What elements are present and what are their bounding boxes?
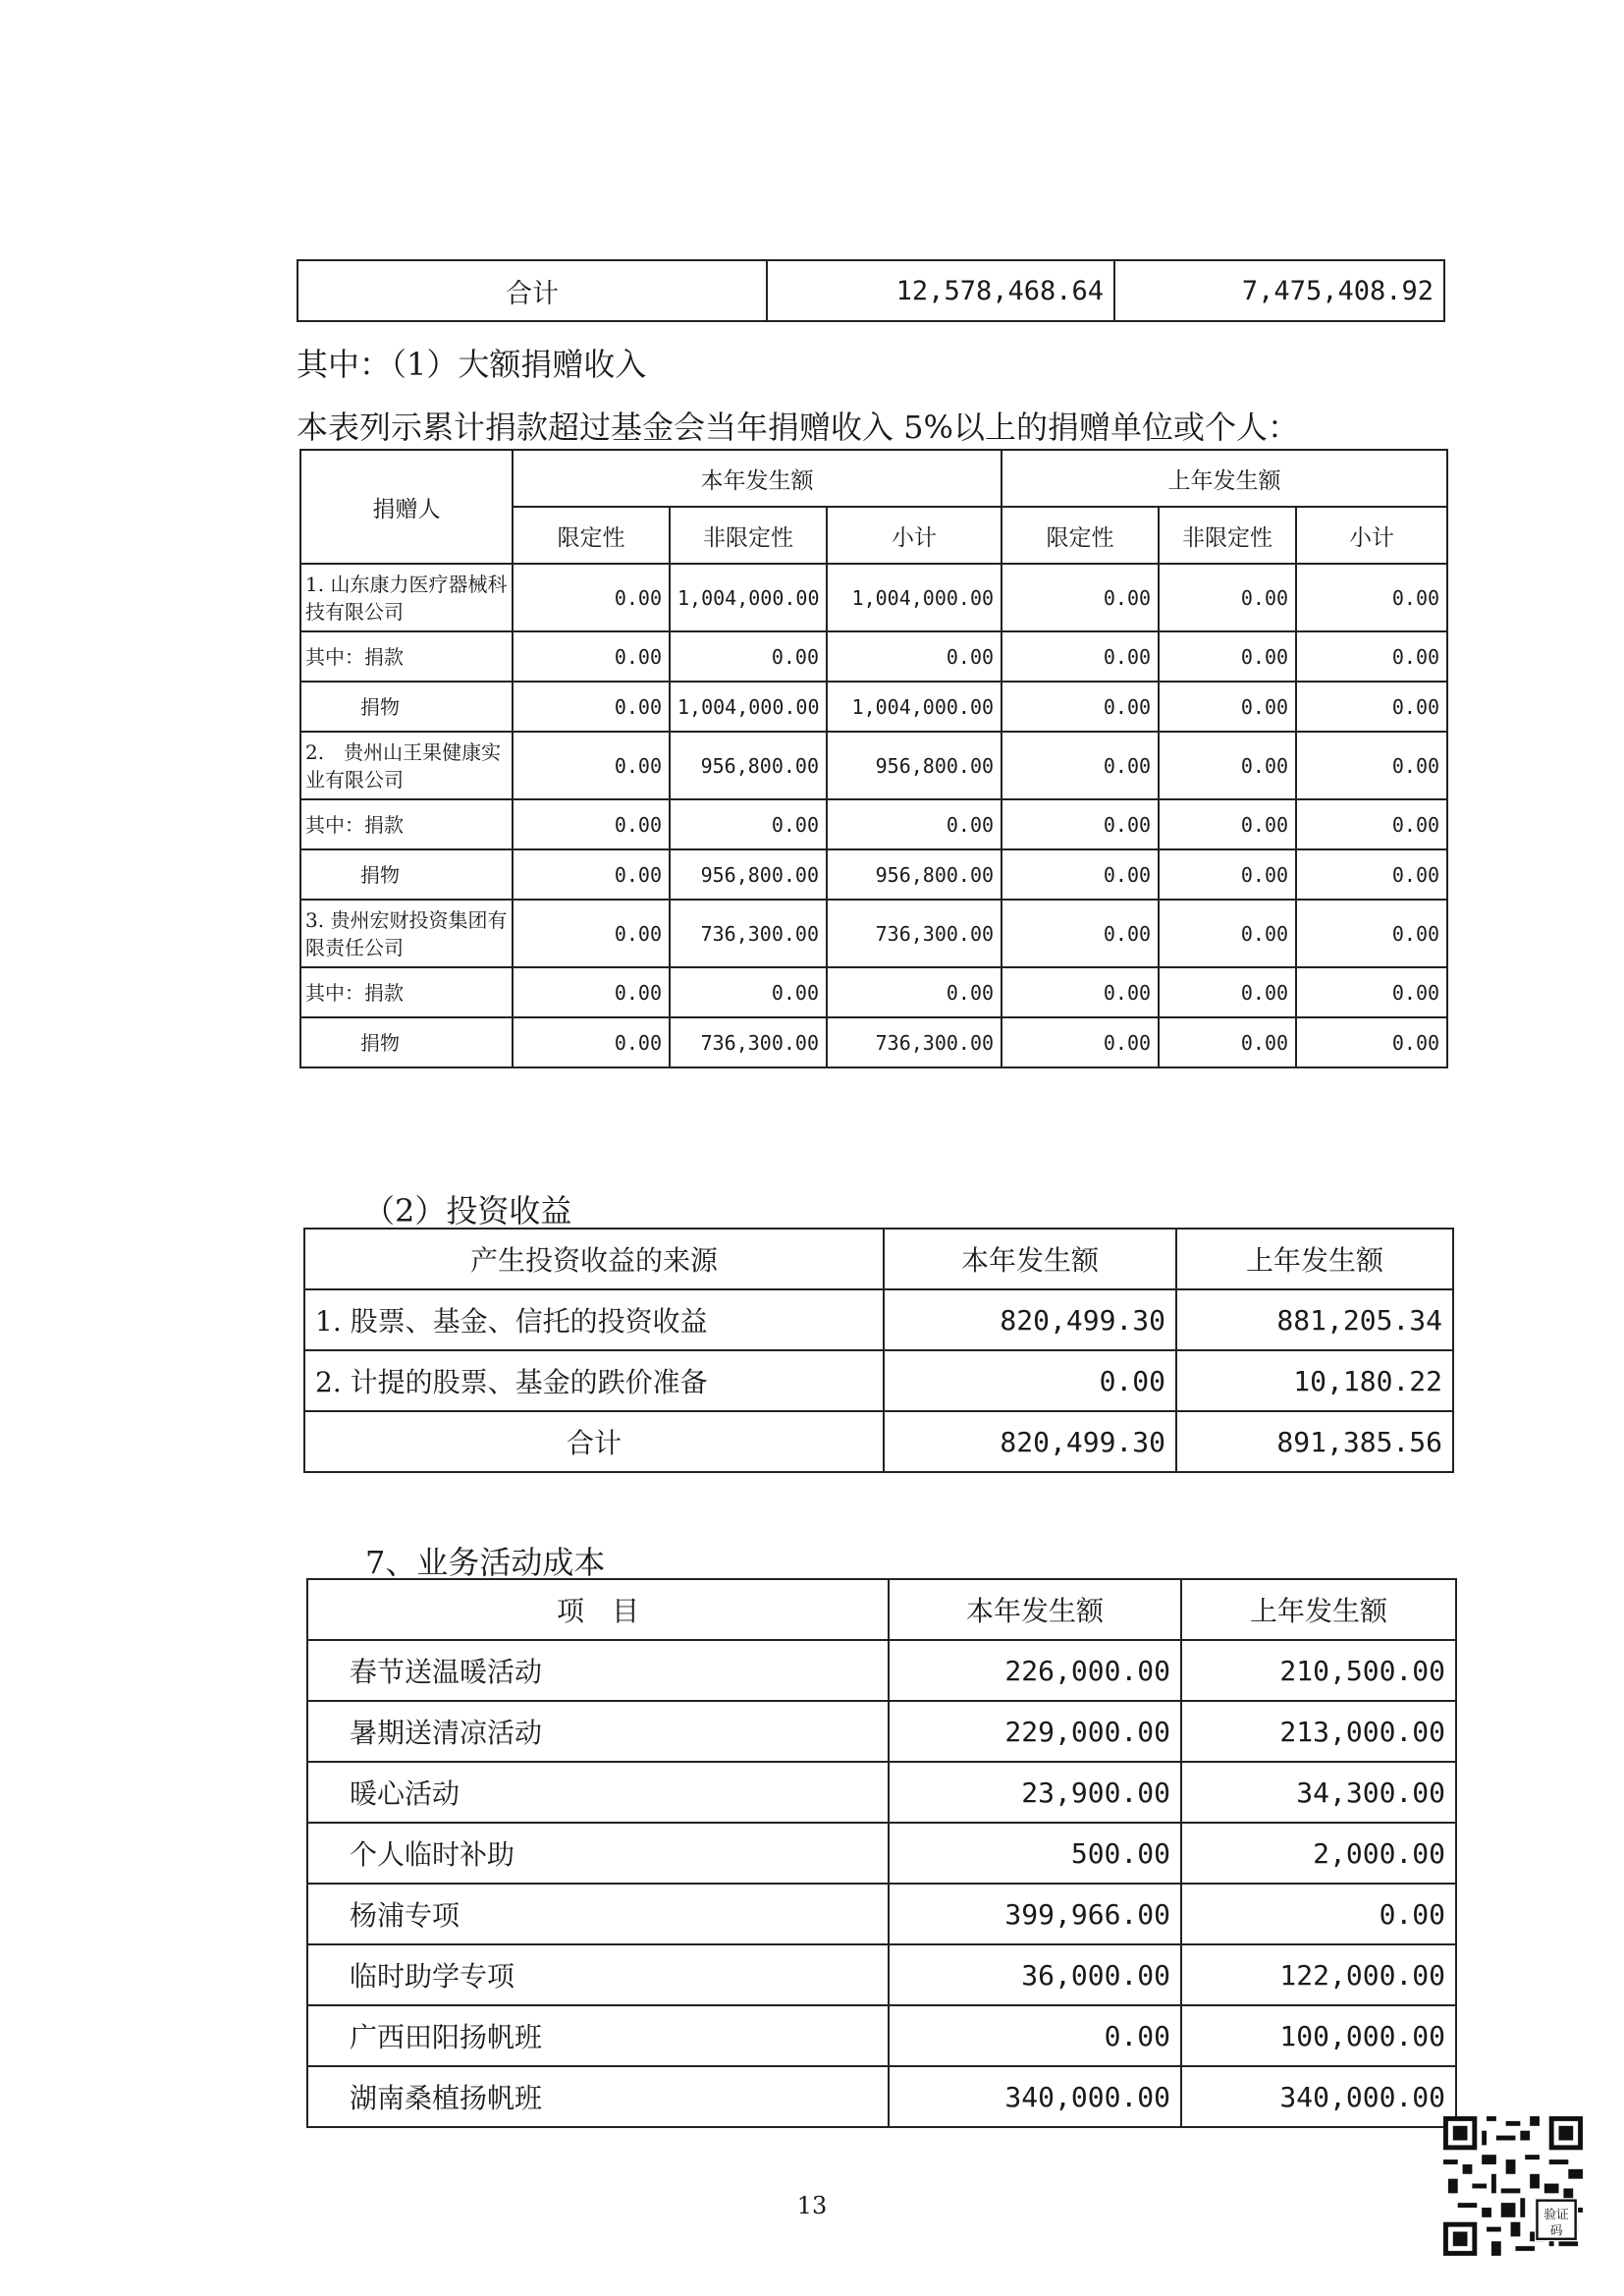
header-current-year: 本年发生额 bbox=[884, 1229, 1176, 1289]
table-cell: 956,800.00 bbox=[670, 849, 827, 900]
table-row bbox=[300, 682, 1447, 732]
table-cell: 0.00 bbox=[1001, 1017, 1159, 1067]
table-cell: 0.00 bbox=[1001, 849, 1159, 900]
invest-total-label: 合计 bbox=[304, 1411, 884, 1472]
cost-current: 36,000.00 bbox=[889, 1944, 1181, 2005]
cost-previous: 340,000.00 bbox=[1181, 2066, 1456, 2127]
table-row bbox=[307, 1823, 1456, 1884]
table-cell: 1,004,000.00 bbox=[670, 682, 827, 732]
table-cell: 0.00 bbox=[1159, 631, 1296, 682]
donor-sub-label: 其中：捐款 bbox=[300, 799, 513, 849]
table-cell: 0.00 bbox=[1001, 799, 1159, 849]
table-cell: 0.00 bbox=[513, 900, 670, 967]
cost-item: 临时助学专项 bbox=[307, 1944, 889, 2005]
cost-current: 399,966.00 bbox=[889, 1884, 1181, 1944]
cost-item: 暖心活动 bbox=[307, 1762, 889, 1823]
table-cell: 736,300.00 bbox=[827, 1017, 1001, 1067]
table-cell: 0.00 bbox=[827, 799, 1001, 849]
table-cell: 1,004,000.00 bbox=[827, 682, 1001, 732]
table-row bbox=[307, 1640, 1456, 1701]
donor-sub-label: 捐物 bbox=[300, 849, 513, 900]
header-item: 项 目 bbox=[307, 1579, 889, 1640]
invest-header-row bbox=[304, 1229, 1453, 1289]
invest-income-table bbox=[303, 1228, 1454, 1473]
table-cell: 0.00 bbox=[513, 1017, 670, 1067]
table-cell: 0.00 bbox=[1159, 1017, 1296, 1067]
cost-previous: 2,000.00 bbox=[1181, 1823, 1456, 1884]
invest-item: 1. 股票、基金、信托的投资收益 bbox=[304, 1289, 884, 1350]
cost-item: 湖南桑植扬帆班 bbox=[307, 2066, 889, 2127]
table-cell: 0.00 bbox=[513, 732, 670, 799]
table-row bbox=[300, 1017, 1447, 1067]
table-cell: 0.00 bbox=[670, 799, 827, 849]
cost-current: 23,900.00 bbox=[889, 1762, 1181, 1823]
table-row bbox=[300, 967, 1447, 1017]
table-cell: 0.00 bbox=[1159, 564, 1296, 631]
table-cell: 0.00 bbox=[513, 967, 670, 1017]
table-row bbox=[307, 1762, 1456, 1823]
table-row bbox=[300, 900, 1447, 967]
table-cell: 0.00 bbox=[1159, 849, 1296, 900]
table-cell: 0.00 bbox=[670, 967, 827, 1017]
table-cell: 0.00 bbox=[1296, 849, 1447, 900]
cost-item: 广西田阳扬帆班 bbox=[307, 2005, 889, 2066]
donation-section-description: 本表列示累计捐款超过基金会当年捐赠收入 5%以上的捐赠单位或个人： bbox=[297, 409, 1299, 446]
table-row bbox=[300, 631, 1447, 682]
invest-total-current: 820,499.30 bbox=[884, 1411, 1176, 1472]
table-cell: 0.00 bbox=[670, 631, 827, 682]
qr-label-top: 验证 bbox=[1543, 2207, 1569, 2222]
table-cell: 0.00 bbox=[1159, 967, 1296, 1017]
table-cell: 0.00 bbox=[1296, 900, 1447, 967]
table-cell: 0.00 bbox=[513, 849, 670, 900]
table-cell: 0.00 bbox=[1001, 967, 1159, 1017]
table-cell: 0.00 bbox=[513, 682, 670, 732]
table-cell: 0.00 bbox=[827, 967, 1001, 1017]
cost-item: 个人临时补助 bbox=[307, 1823, 889, 1884]
table-cell: 0.00 bbox=[1001, 900, 1159, 967]
table-cell: 0.00 bbox=[1296, 564, 1447, 631]
table-cell: 0.00 bbox=[1296, 732, 1447, 799]
cost-header-row bbox=[307, 1579, 1456, 1640]
cost-previous: 100,000.00 bbox=[1181, 2005, 1456, 2066]
cost-current: 0.00 bbox=[889, 2005, 1181, 2066]
invest-previous: 881,205.34 bbox=[1176, 1289, 1453, 1350]
cost-item: 暑期送清凉活动 bbox=[307, 1701, 889, 1762]
cost-current: 500.00 bbox=[889, 1823, 1181, 1884]
total-previous: 7,475,408.92 bbox=[1114, 260, 1444, 321]
table-cell: 736,300.00 bbox=[827, 900, 1001, 967]
invest-current: 820,499.30 bbox=[884, 1289, 1176, 1350]
table-cell: 0.00 bbox=[513, 564, 670, 631]
subheader-restricted: 限定性 bbox=[1001, 507, 1159, 564]
table-cell: 0.00 bbox=[1001, 682, 1159, 732]
page-number: 13 bbox=[796, 2192, 828, 2219]
table-cell: 0.00 bbox=[1296, 682, 1447, 732]
cost-item: 春节送温暖活动 bbox=[307, 1640, 889, 1701]
invest-total-row bbox=[304, 1411, 1453, 1472]
total-row bbox=[298, 260, 1444, 321]
cost-current: 226,000.00 bbox=[889, 1640, 1181, 1701]
donor-name: 1. 山东康力医疗器械科技有限公司 bbox=[300, 564, 513, 631]
table-row bbox=[300, 799, 1447, 849]
subheader-subtotal: 小计 bbox=[1296, 507, 1447, 564]
total-label: 合计 bbox=[298, 260, 767, 321]
table-cell: 956,800.00 bbox=[827, 849, 1001, 900]
table-row bbox=[300, 849, 1447, 900]
table-row bbox=[307, 2066, 1456, 2127]
donor-sub-label: 捐物 bbox=[300, 1017, 513, 1067]
cost-section-heading: 7、业务活动成本 bbox=[365, 1544, 606, 1581]
donor-name: 2. 贵州山王果健康实业有限公司 bbox=[300, 732, 513, 799]
table-cell: 0.00 bbox=[513, 799, 670, 849]
invest-item: 2. 计提的股票、基金的跌价准备 bbox=[304, 1350, 884, 1411]
table-cell: 956,800.00 bbox=[827, 732, 1001, 799]
cost-previous: 213,000.00 bbox=[1181, 1701, 1456, 1762]
table-row bbox=[300, 564, 1447, 631]
business-cost-table bbox=[306, 1578, 1457, 2128]
invest-current: 0.00 bbox=[884, 1350, 1176, 1411]
donor-header-row bbox=[300, 450, 1447, 507]
table-row bbox=[304, 1289, 1453, 1350]
table-row bbox=[300, 732, 1447, 799]
header-previous-year: 上年发生额 bbox=[1176, 1229, 1453, 1289]
subheader-subtotal: 小计 bbox=[827, 507, 1001, 564]
cost-item: 杨浦专项 bbox=[307, 1884, 889, 1944]
total-current: 12,578,468.64 bbox=[767, 260, 1114, 321]
header-current-year: 本年发生额 bbox=[889, 1579, 1181, 1640]
table-cell: 736,300.00 bbox=[670, 900, 827, 967]
donor-sub-label: 其中：捐款 bbox=[300, 967, 513, 1017]
table-cell: 0.00 bbox=[1159, 799, 1296, 849]
table-cell: 0.00 bbox=[1159, 732, 1296, 799]
header-previous-year: 上年发生额 bbox=[1181, 1579, 1456, 1640]
cost-previous: 210,500.00 bbox=[1181, 1640, 1456, 1701]
table-cell: 0.00 bbox=[513, 631, 670, 682]
total-row-table bbox=[297, 259, 1445, 322]
table-cell: 736,300.00 bbox=[670, 1017, 827, 1067]
cost-previous: 122,000.00 bbox=[1181, 1944, 1456, 2005]
subheader-unrestricted: 非限定性 bbox=[1159, 507, 1296, 564]
donor-table bbox=[299, 449, 1448, 1068]
table-cell: 0.00 bbox=[1001, 732, 1159, 799]
header-current-year: 本年发生额 bbox=[513, 450, 1001, 507]
invest-total-previous: 891,385.56 bbox=[1176, 1411, 1453, 1472]
donor-name: 3. 贵州宏财投资集团有限责任公司 bbox=[300, 900, 513, 967]
table-cell: 956,800.00 bbox=[670, 732, 827, 799]
cost-current: 229,000.00 bbox=[889, 1701, 1181, 1762]
cost-previous: 34,300.00 bbox=[1181, 1762, 1456, 1823]
subheader-unrestricted: 非限定性 bbox=[670, 507, 827, 564]
table-cell: 0.00 bbox=[1296, 631, 1447, 682]
invest-previous: 10,180.22 bbox=[1176, 1350, 1453, 1411]
donor-sub-label: 捐物 bbox=[300, 682, 513, 732]
qr-code-icon bbox=[1443, 2116, 1583, 2256]
table-row bbox=[304, 1350, 1453, 1411]
table-cell: 1,004,000.00 bbox=[670, 564, 827, 631]
header-previous-year: 上年发生额 bbox=[1001, 450, 1447, 507]
cost-previous: 0.00 bbox=[1181, 1884, 1456, 1944]
table-cell: 0.00 bbox=[1001, 631, 1159, 682]
donation-section-heading: 其中：（1）大额捐赠收入 bbox=[297, 346, 647, 383]
table-row bbox=[307, 1944, 1456, 2005]
header-donor: 捐赠人 bbox=[300, 450, 513, 564]
header-source: 产生投资收益的来源 bbox=[304, 1229, 884, 1289]
table-cell: 0.00 bbox=[1296, 1017, 1447, 1067]
cost-current: 340,000.00 bbox=[889, 2066, 1181, 2127]
table-cell: 0.00 bbox=[1296, 967, 1447, 1017]
table-cell: 0.00 bbox=[827, 631, 1001, 682]
subheader-restricted: 限定性 bbox=[513, 507, 670, 564]
table-cell: 0.00 bbox=[1159, 900, 1296, 967]
table-cell: 0.00 bbox=[1296, 799, 1447, 849]
table-row bbox=[307, 2005, 1456, 2066]
table-cell: 1,004,000.00 bbox=[827, 564, 1001, 631]
donor-sub-label: 其中：捐款 bbox=[300, 631, 513, 682]
table-row bbox=[307, 1701, 1456, 1762]
table-cell: 0.00 bbox=[1159, 682, 1296, 732]
table-row bbox=[307, 1884, 1456, 1944]
table-cell: 0.00 bbox=[1001, 564, 1159, 631]
qr-label-bottom: 码 bbox=[1549, 2223, 1563, 2239]
invest-section-heading: （2）投资收益 bbox=[363, 1192, 572, 1230]
